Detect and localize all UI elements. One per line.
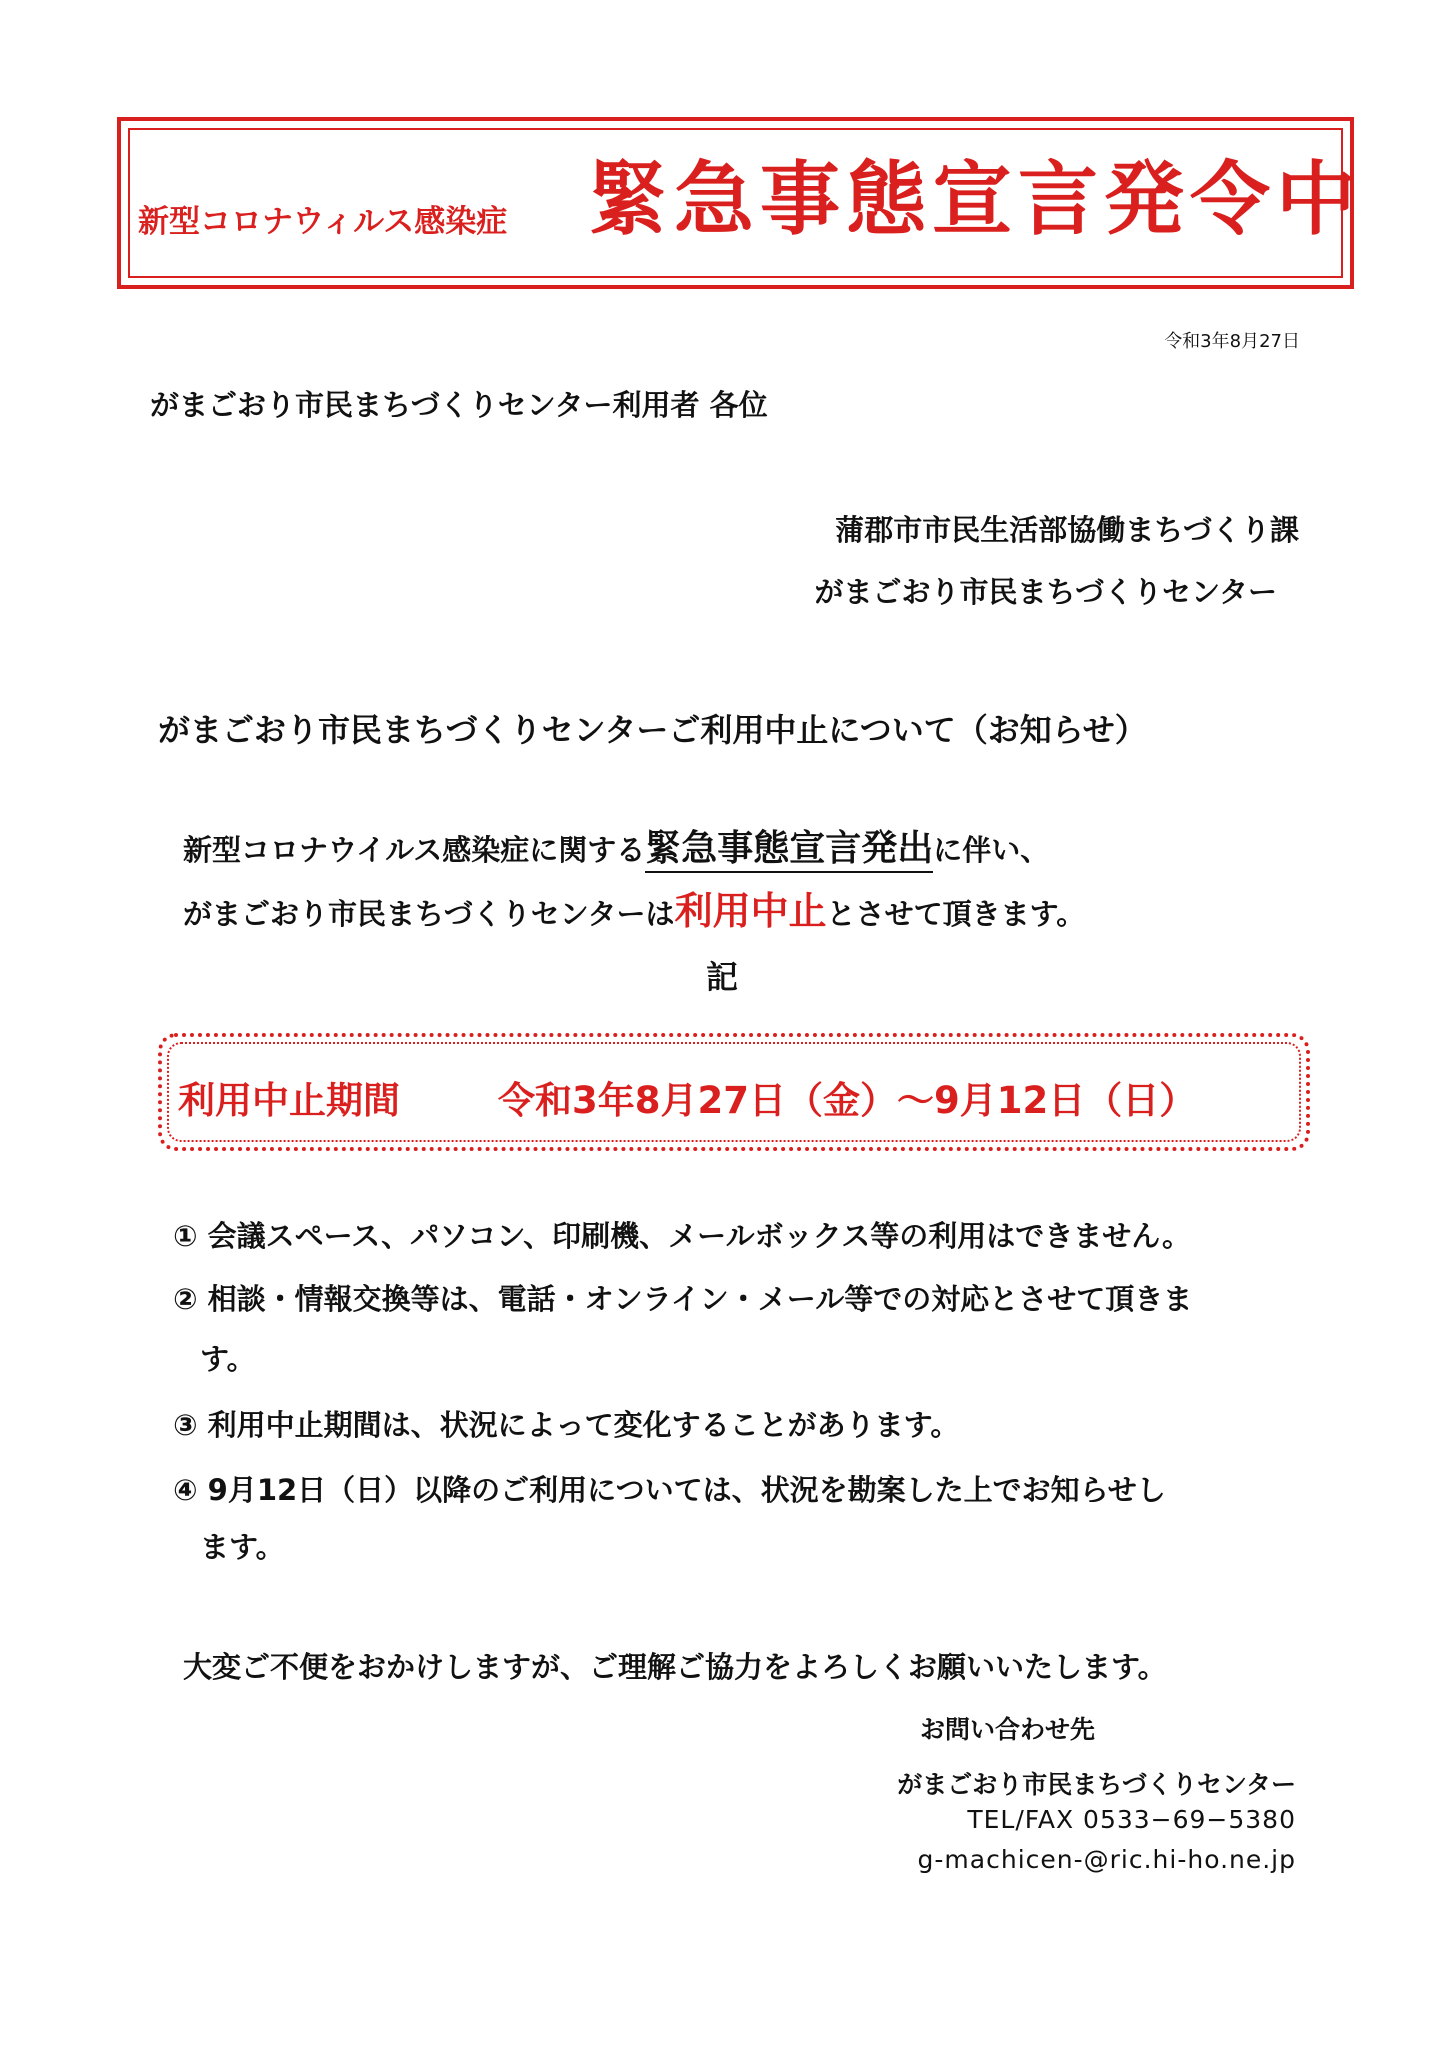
list-item-2-continued: す。 [200, 1342, 256, 1376]
contact-label: お問い合わせ先 [920, 1715, 1096, 1744]
notice-date: 令和3年8月27日 [1164, 331, 1300, 352]
notice-title: がまごおり市民まちづくりセンターご利用中止について（お知らせ） [158, 711, 1147, 749]
body-line-1-post: に伴い、 [933, 833, 1050, 867]
banner-subtitle: 新型コロナウィルス感染症 [138, 204, 508, 240]
contact-email[interactable]: g-machicen-@ric.hi-ho.ne.jp [917, 1845, 1296, 1874]
sender-department: 蒲郡市市民生活部協働まちづくり課 [835, 513, 1299, 547]
suspension-period-label: 利用中止期間 [178, 1079, 400, 1122]
list-item-4-continued: ます。 [200, 1530, 285, 1564]
banner-headline: 緊急事態宣言発令中 [588, 153, 1362, 246]
list-item-1: ① 会議スペース、パソコン、印刷機、メールボックス等の利用はできません。 [173, 1219, 1192, 1253]
body-line-1 [183, 820, 1049, 871]
sender-center: がまごおり市民まちづくりセンター [814, 575, 1277, 609]
ki-heading: 記 [706, 958, 739, 996]
contact-phone: TEL/FAX 0533−69−5380 [967, 1805, 1296, 1834]
suspension-period-dates: 令和3年8月27日（金）～9月12日（日） [498, 1079, 1197, 1122]
list-item-3: ③ 利用中止期間は、状況によって変化することがあります。 [173, 1408, 960, 1442]
suspension-highlight: 利用中止 [674, 889, 827, 933]
body-line-2-post: とさせて頂きます。 [826, 897, 1086, 931]
list-item-2: ② 相談・情報交換等は、電話・オンライン・メール等での対応とさせて頂きま [173, 1282, 1193, 1316]
body-line-1-pre: 新型コロナウイルス感染症に関する [183, 833, 646, 867]
contact-organization: がまごおり市民まちづくりセンター [897, 1770, 1296, 1799]
emergency-declaration-highlight: 緊急事態宣言発出 [645, 828, 933, 873]
body-line-2-pre: がまごおり市民まちづくりセンターは [183, 897, 675, 931]
body-line-2 [183, 880, 1085, 935]
closing-remark: 大変ご不便をおかけしますが、ご理解ご協力をよろしくお願いいたします。 [183, 1650, 1167, 1684]
list-item-4: ④ 9月12日（日）以降のご利用については、状況を勘案した上でお知らせし [173, 1473, 1166, 1507]
recipient: がまごおり市民まちづくりセンター利用者 各位 [150, 388, 768, 422]
